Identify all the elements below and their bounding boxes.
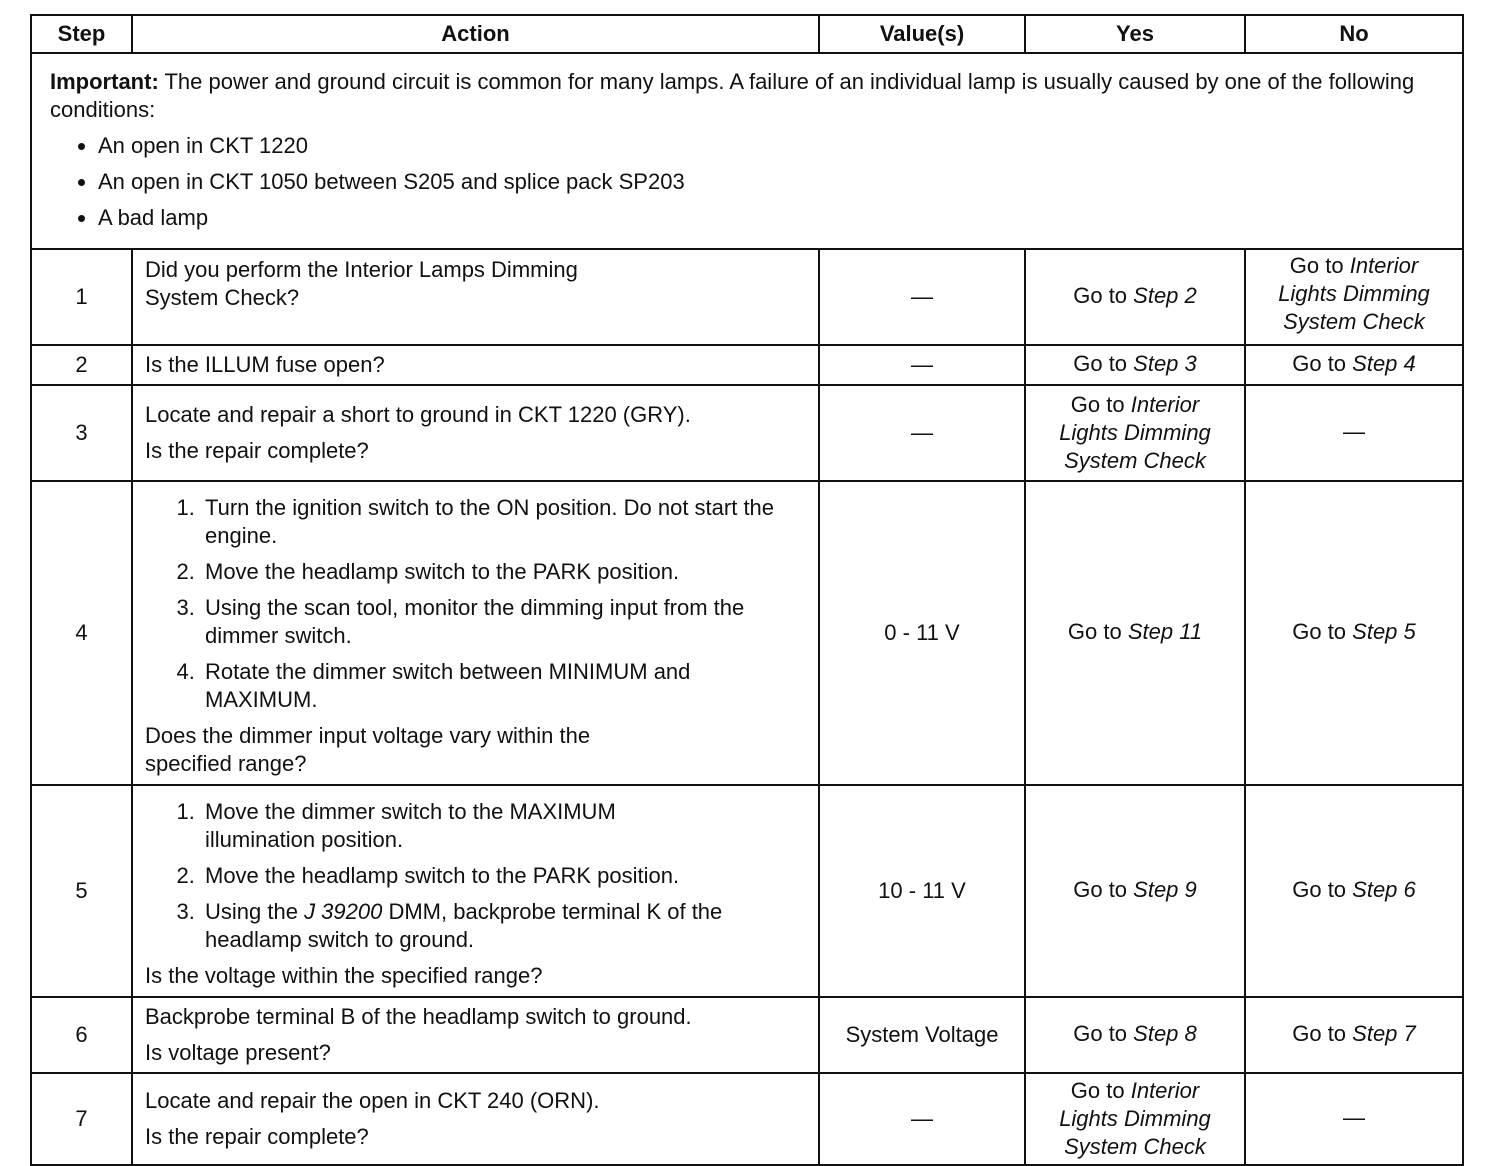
action-question: Is voltage present? — [145, 1040, 331, 1065]
no-ref: Step 6 — [1352, 876, 1416, 902]
header-values: Value(s) — [819, 15, 1025, 53]
yes-cell — [1025, 1073, 1245, 1165]
no-cell — [1245, 997, 1463, 1073]
substep-list — [145, 494, 806, 714]
important-row — [31, 53, 1463, 249]
header-yes: Yes — [1025, 15, 1245, 53]
important-label: Important: — [50, 69, 159, 94]
yes-prefix: Go to — [1067, 618, 1128, 644]
no-cell — [1245, 249, 1463, 345]
substep-text: DMM, backprobe terminal K of the headlamp switch to ground. — [205, 899, 723, 952]
list-item: 1. Turn the ignition switch to the ON position. Do not start the engine. — [201, 494, 806, 550]
important-text: The power and ground circuit is common for many lamps. A failure of an individual lamp is usually caused by one of the following conditions: — [50, 69, 1415, 122]
yes-cell — [1025, 385, 1245, 481]
action-text: Did you perform the Interior Lamps Dimming System Check? — [145, 257, 578, 310]
list-item: • An open in CKT 1050 between S205 and splice pack SP203 — [98, 168, 1444, 196]
yes-cell — [1025, 481, 1245, 785]
no-ref: — — [1343, 1104, 1365, 1130]
table-row-step-7 — [31, 1073, 1463, 1165]
action-cell — [132, 481, 819, 785]
list-item: 2. Move the headlamp switch to the PARK position. — [201, 862, 806, 890]
action-cell — [132, 1073, 819, 1165]
header-no: No — [1245, 15, 1463, 53]
value-cell: — — [819, 385, 1025, 481]
no-ref: — — [1343, 418, 1365, 444]
table-row-step-2 — [31, 345, 1463, 385]
no-prefix: Go to — [1292, 1020, 1353, 1046]
value-cell: — — [819, 345, 1025, 385]
yes-ref: Step 8 — [1133, 1020, 1197, 1046]
yes-ref: Step 9 — [1133, 876, 1197, 902]
action-text: Locate and repair a short to ground in CKT 1220 (GRY). — [145, 402, 691, 427]
step-number: 4 — [31, 481, 132, 785]
no-cell — [1245, 785, 1463, 997]
yes-ref: Interior Lights Dimming System Check — [1059, 392, 1211, 473]
action-cell — [132, 785, 819, 997]
list-item: 1. Move the dimmer switch to the MAXIMUM illumination position. — [201, 798, 806, 854]
list-item: 4. Rotate the dimmer switch between MINIMUM and MAXIMUM. — [201, 658, 806, 714]
tool-ref: J 39200 — [304, 899, 383, 924]
step-number: 6 — [31, 997, 132, 1073]
step-number: 2 — [31, 345, 132, 385]
no-cell — [1245, 1073, 1463, 1165]
yes-ref: Step 3 — [1133, 350, 1197, 376]
yes-cell — [1025, 997, 1245, 1073]
yes-prefix: Go to — [1073, 350, 1134, 376]
list-item: 3. Using the scan tool, monitor the dimming input from the dimmer switch. — [201, 594, 806, 650]
action-cell — [132, 249, 819, 345]
yes-prefix: Go to — [1073, 282, 1134, 308]
action-text: Backprobe terminal B of the headlamp switch to ground. — [145, 1004, 692, 1029]
yes-prefix: Go to — [1073, 1020, 1134, 1046]
value-cell: — — [819, 249, 1025, 345]
action-question: Does the dimmer input voltage vary within the specified range? — [145, 723, 591, 776]
table-row-step-1 — [31, 249, 1463, 345]
step-number: 7 — [31, 1073, 132, 1165]
action-cell — [132, 385, 819, 481]
substep-list — [145, 798, 806, 954]
table-row-step-4 — [31, 481, 1463, 785]
value-cell: 0 - 11 V — [819, 481, 1025, 785]
no-prefix: Go to — [1289, 253, 1350, 278]
header-step: Step — [31, 15, 132, 53]
value-cell: 10 - 11 V — [819, 785, 1025, 997]
step-number: 3 — [31, 385, 132, 481]
no-ref: Step 7 — [1352, 1020, 1416, 1046]
table-row-step-6 — [31, 997, 1463, 1073]
no-ref: Interior Lights Dimming System Check — [1278, 253, 1430, 334]
no-ref: Step 4 — [1352, 350, 1416, 376]
list-item — [201, 898, 806, 954]
yes-ref: Interior Lights Dimming System Check — [1059, 1078, 1211, 1159]
yes-cell — [1025, 345, 1245, 385]
no-cell — [1245, 345, 1463, 385]
yes-ref: Step 2 — [1133, 282, 1197, 308]
no-cell — [1245, 481, 1463, 785]
action-cell — [132, 345, 819, 385]
no-ref: Step 5 — [1352, 618, 1416, 644]
yes-cell — [1025, 785, 1245, 997]
header-action: Action — [132, 15, 819, 53]
list-item: • An open in CKT 1220 — [98, 132, 1444, 160]
action-text: Is the ILLUM fuse open? — [145, 352, 385, 377]
yes-prefix: Go to — [1070, 1078, 1131, 1103]
yes-cell — [1025, 249, 1245, 345]
no-prefix: Go to — [1292, 618, 1353, 644]
yes-prefix: Go to — [1070, 392, 1131, 417]
action-question: Is the voltage within the specified range? — [145, 963, 543, 988]
value-cell: System Voltage — [819, 997, 1025, 1073]
no-cell — [1245, 385, 1463, 481]
no-prefix: Go to — [1292, 350, 1353, 376]
list-item: • A bad lamp — [98, 204, 1444, 232]
table-row-step-5 — [31, 785, 1463, 997]
substep-text: Using the — [205, 899, 305, 924]
diagnostic-table — [30, 14, 1464, 1166]
step-number: 5 — [31, 785, 132, 997]
yes-prefix: Go to — [1073, 876, 1134, 902]
step-number: 1 — [31, 249, 132, 345]
yes-ref: Step 11 — [1127, 618, 1203, 644]
important-list — [50, 132, 1444, 232]
no-prefix: Go to — [1292, 876, 1353, 902]
table-row-step-3 — [31, 385, 1463, 481]
value-cell: — — [819, 1073, 1025, 1165]
action-question: Is the repair complete? — [145, 1124, 369, 1149]
list-item: 2. Move the headlamp switch to the PARK position. — [201, 558, 806, 586]
important-note — [31, 53, 1463, 249]
action-cell — [132, 997, 819, 1073]
header-row — [31, 15, 1463, 53]
action-text: Locate and repair the open in CKT 240 (ORN). — [145, 1088, 600, 1113]
action-question: Is the repair complete? — [145, 438, 369, 463]
